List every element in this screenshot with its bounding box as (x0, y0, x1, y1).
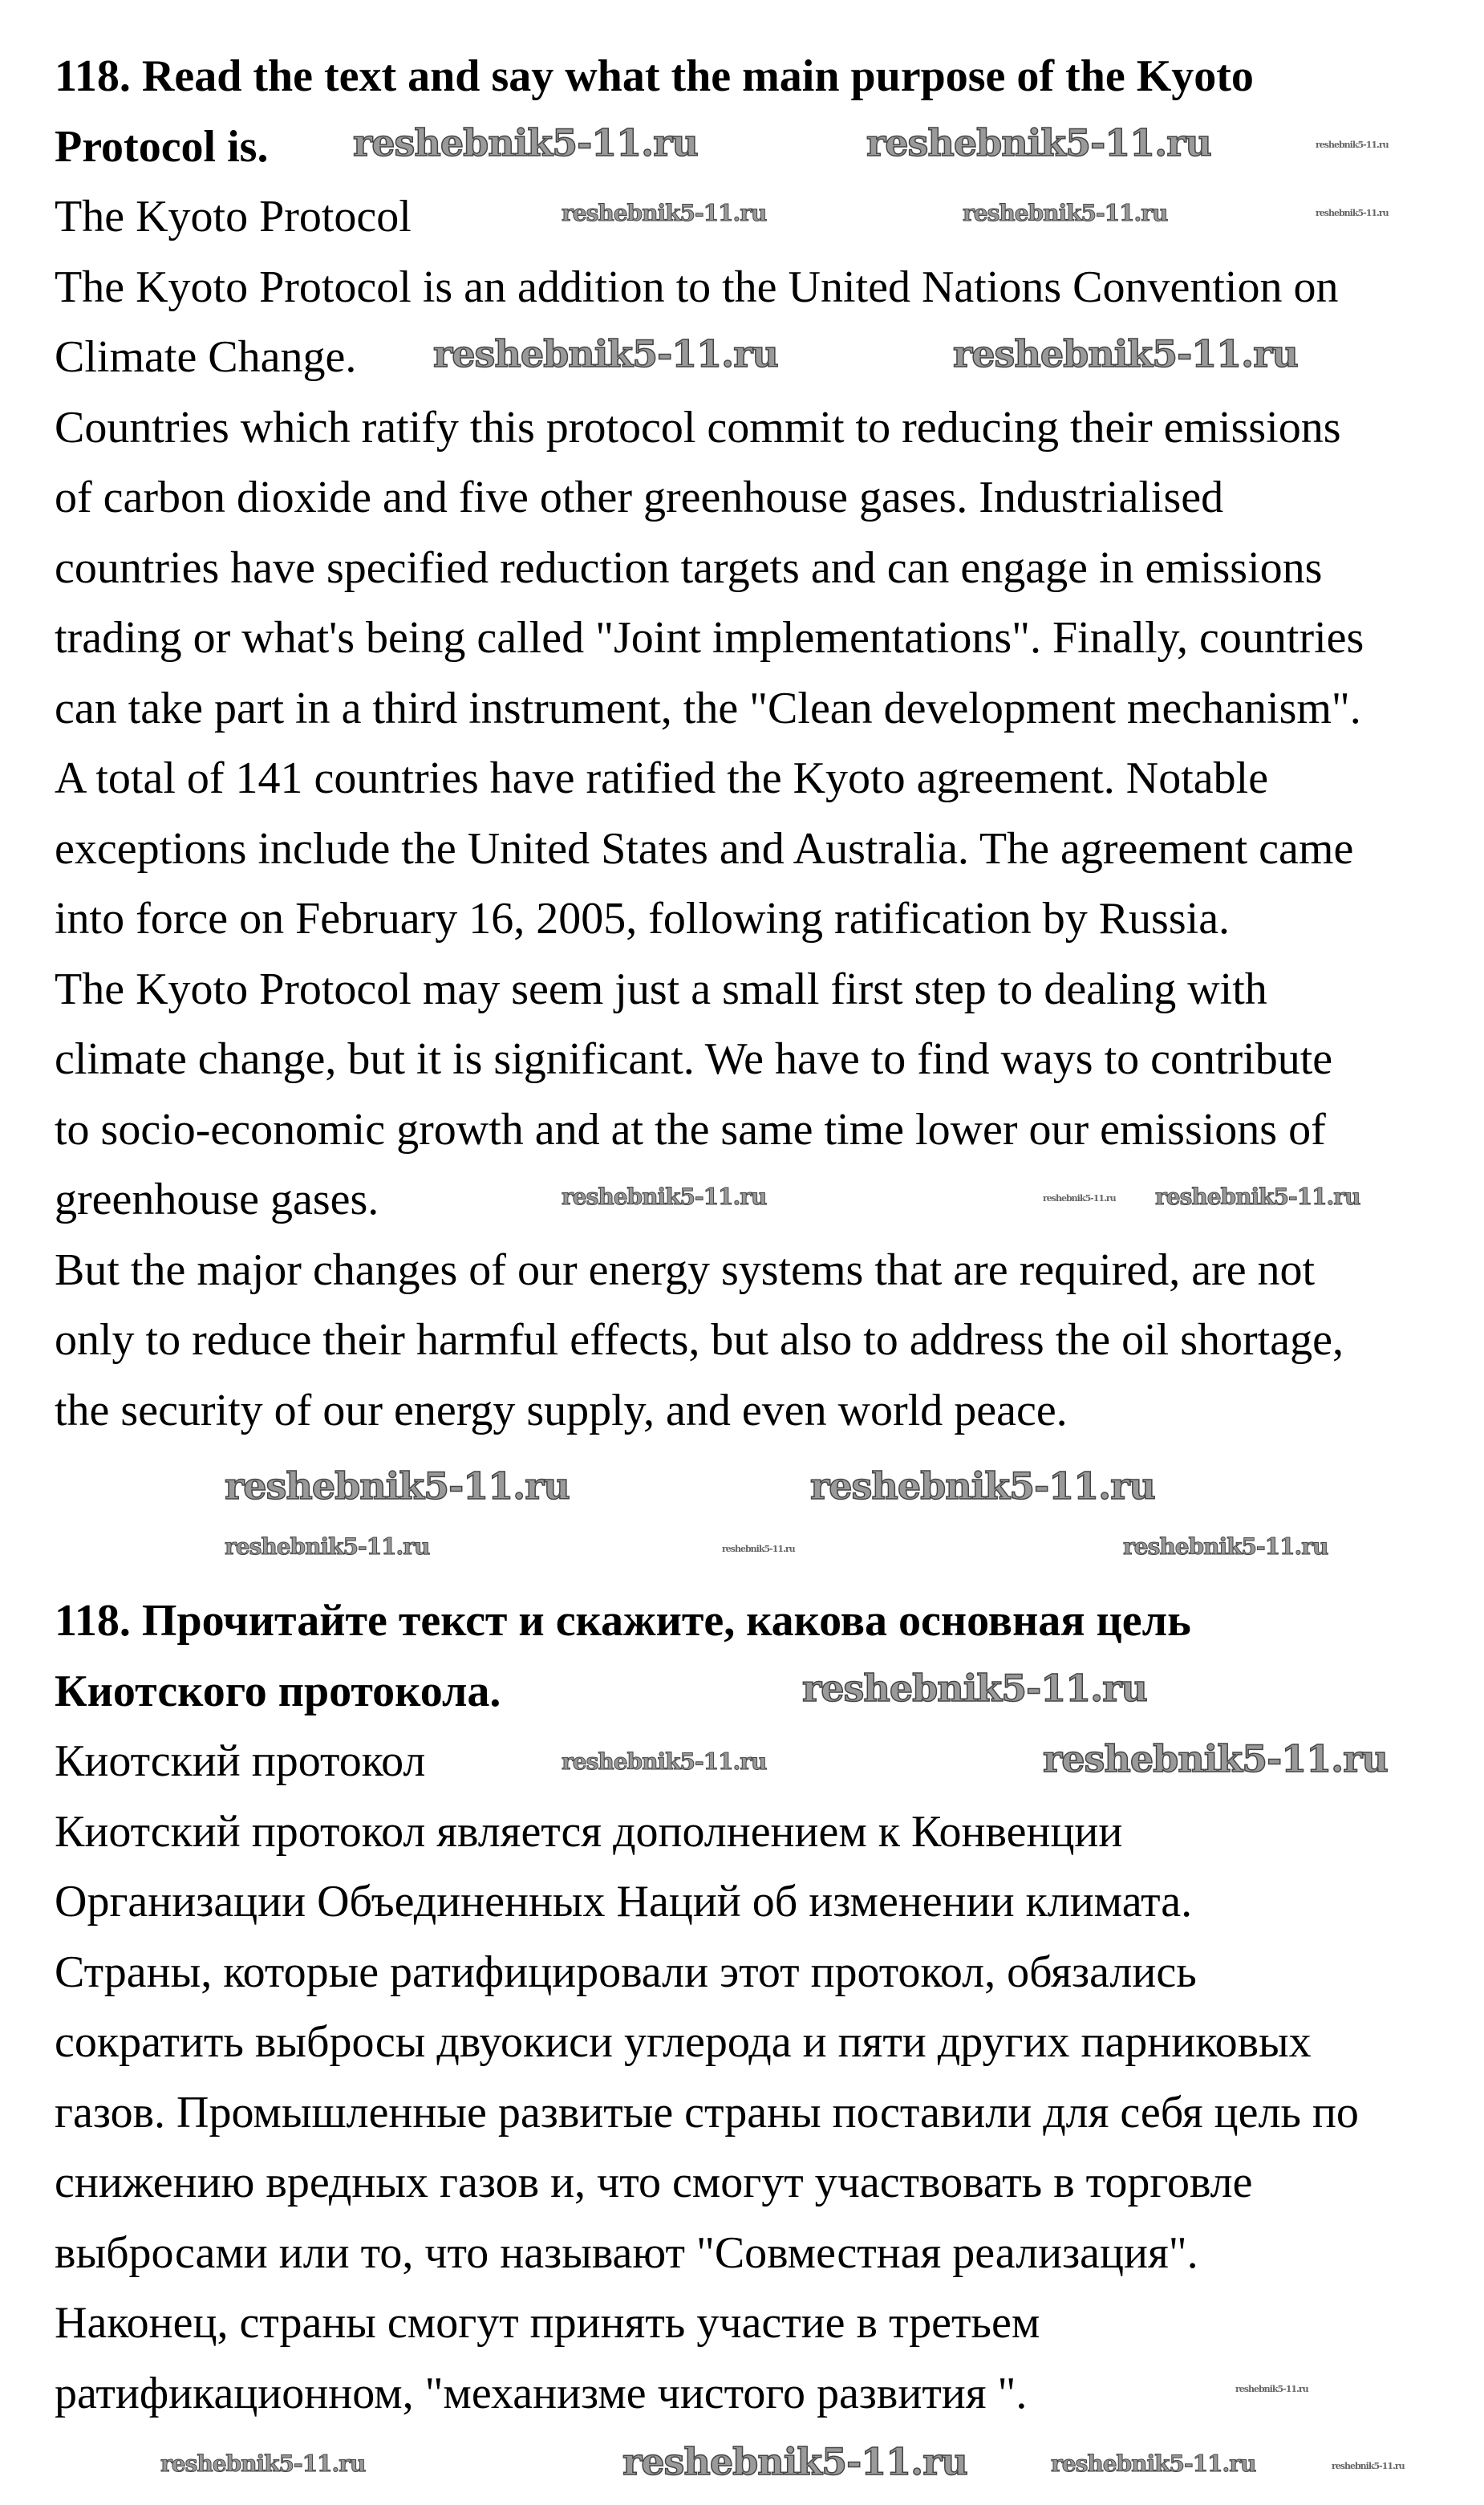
english-text-line: exceptions include the United States and Australia. The agreement came (55, 823, 1354, 874)
english-text-line: of carbon dioxide and five other greenhouse gases. Industrialised (55, 473, 1224, 522)
english-text-line: Climate Change. (55, 332, 357, 382)
english-title-line: Protocol is. (55, 121, 269, 172)
watermark: reshebnik5-11.ru (1043, 1737, 1388, 1780)
watermark: reshebnik5-11.ru (1235, 2384, 1308, 2394)
russian-text-line: газов. Промышленные развитые страны поставили для себя цель по (55, 2087, 1359, 2138)
watermark: reshebnik5-11.ru (1043, 1193, 1116, 1204)
russian-title-line: 118. Прочитайте текст и скажите, какова основная цель (55, 1596, 1191, 1646)
english-text-line: greenhouse gases. (55, 1175, 379, 1224)
russian-text-line: Киотский протокол (55, 1736, 426, 1786)
russian-text-line: Киотский протокол является дополнением к Конвенции (55, 1806, 1123, 1857)
english-text-line: into force on February 16, 2005, following ratification by Russia. (55, 894, 1231, 944)
watermark: reshebnik5-11.ru (1155, 1183, 1360, 1210)
russian-text-line: Страны, которые ратифицировали этот протокол, обязались (55, 1947, 1197, 1997)
watermark: reshebnik5-11.ru (562, 1183, 767, 1210)
russian-text-line: Организации Объединенных Наций об изменении климата. (55, 1877, 1193, 1926)
english-text-line: But the major changes of our energy systems that are required, are not (55, 1244, 1316, 1295)
watermark: reshebnik5-11.ru (1123, 1533, 1328, 1560)
english-text-line: only to reduce their harmful effects, but also to address the oil shortage, (55, 1315, 1344, 1365)
watermark: reshebnik5-11.ru (562, 1748, 767, 1775)
russian-text-line: снижению вредных газов и, что смогут участвовать в торговле (55, 2158, 1253, 2207)
watermark: reshebnik5-11.ru (622, 2440, 967, 2483)
watermark: reshebnik5-11.ru (1316, 208, 1389, 218)
watermark: reshebnik5-11.ru (1332, 2461, 1405, 2471)
watermark: reshebnik5-11.ru (225, 1464, 570, 1508)
english-text-line: The Kyoto Protocol is an addition to the United Nations Convention on (55, 262, 1339, 312)
english-text-line: the security of our energy supply, and even world peace. (55, 1385, 1068, 1435)
english-text-line: The Kyoto Protocol (55, 192, 412, 242)
english-text-line: to socio-economic growth and at the same time lower our emissions of (55, 1104, 1326, 1155)
english-text-line: can take part in a third instrument, the "Clean development mechanism". (55, 683, 1361, 733)
english-text-line: climate change, but it is significant. We have to find ways to contribute (55, 1034, 1333, 1084)
english-text-line: Countries which ratify this protocol commit to reducing their emissions (55, 402, 1341, 453)
russian-text-line: ратификационном, "механизме чистого развития ". (55, 2368, 1028, 2418)
document-page (55, 42, 1466, 2429)
watermark: reshebnik5-11.ru (963, 200, 1168, 226)
watermark: reshebnik5-11.ru (802, 1667, 1147, 1710)
watermark: reshebnik5-11.ru (953, 332, 1298, 376)
watermark: reshebnik5-11.ru (1316, 140, 1389, 150)
watermark: reshebnik5-11.ru (562, 200, 767, 226)
watermark: reshebnik5-11.ru (353, 121, 698, 164)
watermark: reshebnik5-11.ru (866, 121, 1211, 164)
watermark: reshebnik5-11.ru (225, 1533, 430, 1560)
russian-text-line: Наконец, страны смогут принять участие в третьем (55, 2298, 1040, 2348)
watermark: reshebnik5-11.ru (433, 332, 778, 376)
russian-text-line: выбросами или то, что называют "Совместная реализация". (55, 2227, 1198, 2278)
watermark: reshebnik5-11.ru (160, 2450, 366, 2477)
watermark: reshebnik5-11.ru (1051, 2450, 1256, 2477)
english-text-line: The Kyoto Protocol may seem just a small first step to dealing with (55, 964, 1267, 1014)
russian-title-line: Киотского протокола. (55, 1666, 501, 1716)
english-text-line: trading or what's being called "Joint implementations". Finally, countries (55, 613, 1364, 663)
watermark: reshebnik5-11.ru (810, 1464, 1155, 1508)
english-text-line: countries have specified reduction targets and can engage in emissions (55, 542, 1323, 593)
english-title-line: 118. Read the text and say what the main purpose of the Kyoto (55, 51, 1254, 101)
russian-text-line: сократить выбросы двуокиси углерода и пяти других парниковых (55, 2017, 1312, 2067)
english-text-line: A total of 141 countries have ratified the Kyoto agreement. Notable (55, 753, 1269, 803)
watermark: reshebnik5-11.ru (722, 1544, 795, 1554)
